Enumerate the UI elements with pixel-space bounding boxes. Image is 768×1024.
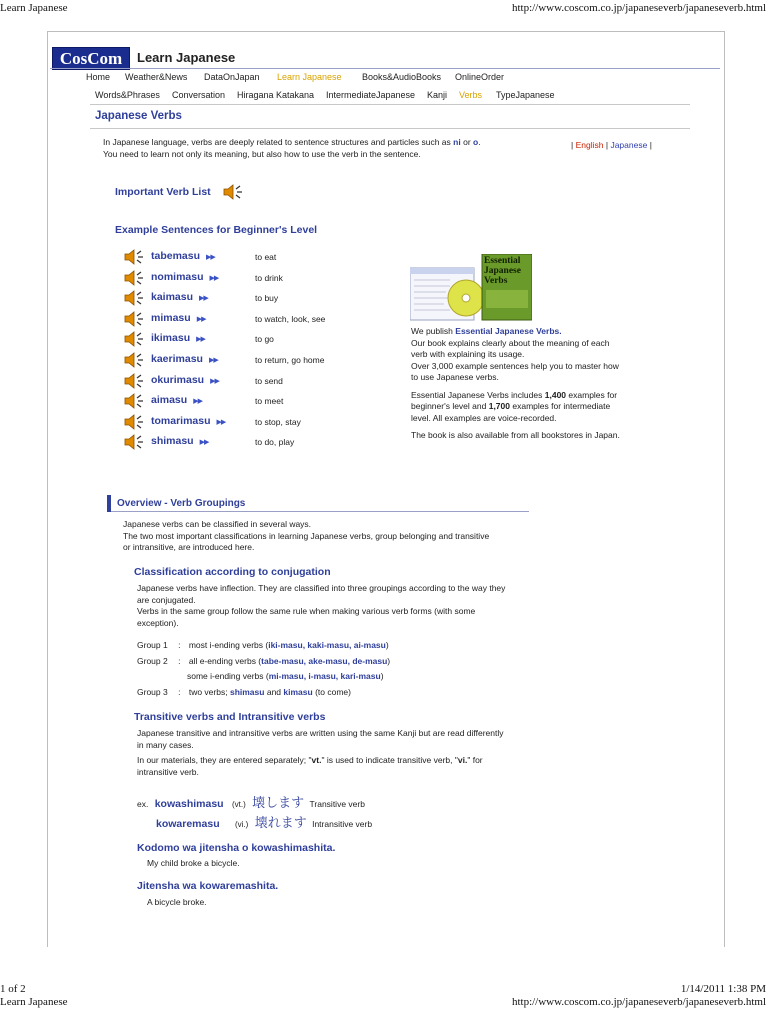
nav-online-order[interactable]: OnlineOrder <box>455 72 505 82</box>
book-p1-b: Our book explains clearly about the meaning of each verb with explaining its usage. <box>411 337 610 359</box>
intro-line2: You need to learn not only its meaning, but also how to use the verb in the sentence. <box>103 149 421 159</box>
book-paragraph-1 <box>411 326 621 384</box>
verb-link[interactable] <box>151 415 225 427</box>
play-arrow-icon[interactable]: ▶▶ <box>206 254 215 261</box>
heading-divider <box>90 128 690 129</box>
print-footer-title: Learn Japanese <box>0 996 68 1008</box>
group-2b-text: some i-ending verbs ( <box>187 671 269 681</box>
group-1-examples: iki-masu, kaki-masu, ai-masu <box>268 640 386 650</box>
intro-or: or <box>463 137 471 147</box>
print-header-title: Learn Japanese <box>0 2 68 14</box>
play-arrow-icon[interactable]: ▶▶ <box>199 439 209 447</box>
section-marker <box>107 495 111 512</box>
book-count-intermediate: 1,700 <box>488 401 510 411</box>
lang-sep: | <box>605 140 609 150</box>
verb-link[interactable] <box>151 353 218 365</box>
book-link[interactable]: Essential Japanese Verbs. <box>455 326 562 336</box>
book-p2-a: Essential Japanese Verbs includes <box>411 389 543 400</box>
verb-name: tomarimasu <box>151 414 211 427</box>
speaker-icon[interactable] <box>223 184 245 200</box>
verb-name: ikimasu <box>151 332 191 345</box>
sentence-1-jp: Kodomo wa jitensha o kowashimashita. <box>137 842 336 854</box>
classification-p2: Verbs in the same group follow the same rule when making various verb forms (with some exception). <box>137 606 476 628</box>
vi-marker: vi. <box>457 755 468 765</box>
nav-home[interactable]: Home <box>86 72 111 82</box>
classification-p1: Japanese verbs have inflection. They are classified into three groupings according to the way they are conjugated. <box>137 583 506 605</box>
play-arrow-icon[interactable]: ▶▶ <box>210 377 219 385</box>
colon: : <box>178 687 181 697</box>
lang-english[interactable]: English <box>575 140 604 150</box>
example-1-romaji: kowashimasu <box>154 798 224 810</box>
colon: : <box>178 640 181 650</box>
particle-ni: ni <box>453 137 461 147</box>
verb-link[interactable] <box>151 374 219 386</box>
speaker-icon[interactable] <box>124 331 146 347</box>
example-1-tag: (vt.) <box>231 800 246 809</box>
group-2-text: all e-ending verbs ( <box>188 656 262 666</box>
paren-close: ) <box>385 640 389 650</box>
speaker-icon[interactable] <box>124 434 146 450</box>
group-3-label: Group 3 <box>137 687 168 697</box>
verb-meaning: to return, go home <box>255 355 325 365</box>
lang-sep: | <box>649 140 652 150</box>
verb-link[interactable] <box>151 435 208 447</box>
transitive-p2-b: " is used to indicate transitive verb, " <box>321 755 458 765</box>
important-verb-list-link[interactable]: Important Verb List <box>115 186 211 198</box>
speaker-icon[interactable] <box>124 249 146 265</box>
transitive-text <box>137 728 512 778</box>
book-p1-a: We publish <box>411 326 453 336</box>
group-3-shimasu: shimasu <box>229 687 265 697</box>
group-2-row <box>137 656 390 668</box>
nav-intermediate-japanese[interactable]: IntermediateJapanese <box>326 90 416 100</box>
transitive-p2 <box>137 755 512 778</box>
overview-title: Overview - Verb Groupings <box>117 498 246 509</box>
intro-line1: In Japanese language, verbs are deeply related to sentence structures and particles such as <box>103 137 451 147</box>
nav-verbs[interactable]: Verbs <box>459 90 483 100</box>
example-2-tag: (vi.) <box>235 820 249 829</box>
nav-data-on-japan[interactable]: DataOnJapan <box>204 72 260 82</box>
verb-name: tabemasu <box>151 250 201 262</box>
verb-link[interactable] <box>151 332 205 344</box>
paren-close: ) <box>387 656 391 666</box>
verb-name: aimasu <box>151 394 188 407</box>
group-3-text: two verbs; <box>188 687 228 697</box>
print-footer-url: http://www.coscom.co.jp/japaneseverb/japaneseverb.html <box>511 996 766 1008</box>
play-arrow-icon[interactable]: ▶▶ <box>196 315 206 323</box>
print-header-url: http://www.coscom.co.jp/japaneseverb/japaneseverb.html <box>511 2 766 14</box>
verb-meaning: to send <box>255 375 283 386</box>
nav-hiragana-katakana[interactable]: Hiragana Katakana <box>237 90 315 100</box>
group-2b-examples: mi-masu, i-masu, kari-masu <box>268 671 381 681</box>
paren-close: ) <box>380 671 384 681</box>
speaker-icon[interactable] <box>124 352 146 368</box>
verb-name: nomimasu <box>151 270 204 283</box>
page-heading: Japanese Verbs <box>95 110 182 122</box>
verb-link[interactable] <box>151 271 218 283</box>
speaker-icon[interactable] <box>124 290 146 306</box>
group-1-row <box>137 640 389 652</box>
verb-meaning: to eat <box>255 252 277 262</box>
lang-japanese[interactable]: Japanese <box>610 140 648 150</box>
language-switcher <box>571 139 652 151</box>
verb-link[interactable] <box>151 312 205 324</box>
nav-kanji[interactable]: Kanji <box>427 90 448 100</box>
intro-text: In Japanese language, verbs are deeply related to sentence structures and particles such as ni or o. You need to learn not only its meaning, but also how to use the verb in the sentence. <box>103 137 481 159</box>
nav-words-phrases[interactable]: Words&Phrases <box>95 90 160 100</box>
verb-link[interactable] <box>151 394 202 406</box>
verb-meaning: to buy <box>255 293 279 304</box>
lang-sep: | <box>571 140 574 150</box>
example-1-type: Transitive verb <box>309 799 365 809</box>
example-2-kanji: 壊れます <box>254 816 307 831</box>
sentence-2-jp: Jitensha wa kowaremashita. <box>137 880 279 892</box>
play-arrow-icon[interactable]: ▶▶ <box>209 274 219 282</box>
speaker-icon[interactable] <box>124 270 146 286</box>
transitive-p2-c: " for intransitive verb. <box>137 755 483 777</box>
book-count-beginner: 1,400 <box>544 389 567 400</box>
play-arrow-icon[interactable]: ▶▶ <box>199 295 208 303</box>
speaker-icon[interactable] <box>124 414 146 430</box>
particle-o: o <box>473 137 479 147</box>
verb-meaning: to watch, look, see <box>255 313 326 324</box>
example-1-kanji: 壊します <box>252 796 305 811</box>
book-cover-title: Essential Japanese Verbs <box>484 256 521 286</box>
nav-divider <box>90 104 690 105</box>
group-3-row <box>137 687 351 699</box>
book-p1-c: Over 3,000 example sentences help you to master how to use Japanese verbs. <box>411 360 619 382</box>
sentence-2-en: A bicycle broke. <box>147 897 207 907</box>
example-2-romaji: kowaremasu <box>156 818 220 830</box>
transitive-p1: Japanese transitive and intransitive verbs are written using the same Kanji but are read differently in many cases. <box>137 728 504 750</box>
verb-meaning: to go <box>255 334 274 345</box>
speaker-icon[interactable] <box>124 311 146 327</box>
verb-meaning: to do, play <box>255 437 295 448</box>
verb-meaning: to meet <box>255 396 284 407</box>
group-2-label: Group 2 <box>137 656 168 666</box>
print-footer-pages: 1 of 2 <box>0 983 26 995</box>
overview-divider <box>111 511 529 512</box>
nav-books-audiobooks[interactable]: Books&AudioBooks <box>362 72 442 82</box>
overview-p1: Japanese verbs can be classified in several ways. <box>123 519 312 529</box>
group-1-label: Group 1 <box>137 640 168 650</box>
book-p2-c: examples for intermediate level. All examples are voice-recorded. <box>411 401 611 423</box>
site-title: Learn Japanese <box>137 50 236 65</box>
example-label: ex. <box>137 799 149 809</box>
book-paragraph-3: The book is also available from all bookstores in Japan. <box>411 430 620 440</box>
verb-name: okurimasu <box>151 373 205 386</box>
group-3-kimasu: kimasu <box>283 687 313 697</box>
transitive-title: Transitive verbs and Intransitive verbs <box>134 711 326 723</box>
verb-name: shimasu <box>151 435 194 448</box>
verb-meaning: to stop, stay <box>255 416 301 427</box>
nav-learn-japanese[interactable]: Learn Japanese <box>277 72 342 82</box>
play-arrow-icon[interactable]: ▶▶ <box>196 336 205 344</box>
group-1-text: most i-ending verbs ( <box>188 640 269 650</box>
transitive-p2-a: In our materials, they are entered separately; " <box>137 755 312 765</box>
group-3-and: and <box>266 687 282 697</box>
nav-conversation[interactable]: Conversation <box>172 90 226 100</box>
colon: : <box>178 656 181 666</box>
example-row-1 <box>137 792 365 811</box>
speaker-icon[interactable] <box>124 373 146 389</box>
print-footer-datetime: 1/14/2011 1:38 PM <box>680 983 766 995</box>
classification-title: Classification according to conjugation <box>134 566 331 578</box>
book-description <box>411 326 621 442</box>
overview-p2: The two most important classifications in learning Japanese verbs, group belonging and transitive or intransitive, are introduced here. <box>123 530 490 552</box>
coscom-logo[interactable]: CosCom <box>52 47 130 70</box>
example-row-2 <box>156 812 372 831</box>
verb-name: mimasu <box>151 311 191 324</box>
classification-text <box>137 583 507 629</box>
play-arrow-icon[interactable]: ▶▶ <box>208 357 218 364</box>
verb-name: kaerimasu <box>151 353 203 365</box>
nav-type-japanese[interactable]: TypeJapanese <box>496 90 555 100</box>
play-arrow-icon[interactable]: ▶▶ <box>193 398 202 406</box>
header-divider <box>50 68 720 69</box>
speaker-icon[interactable] <box>124 393 146 409</box>
book-paragraph-2 <box>411 390 621 425</box>
group-2b-row <box>187 671 384 683</box>
overview-text <box>123 519 493 554</box>
example-2-type: Intransitive verb <box>312 819 373 829</box>
book-p2-b: examples for beginner's level and <box>411 389 618 411</box>
verb-meaning: to drink <box>255 272 283 283</box>
examples-heading: Example Sentences for Beginner's Level <box>115 224 318 236</box>
vt-marker: vt. <box>311 755 322 765</box>
verb-link[interactable] <box>151 291 208 303</box>
verb-name: kaimasu <box>151 291 194 304</box>
play-arrow-icon[interactable]: ▶▶ <box>216 418 226 426</box>
group-2-examples: tabe-masu, ake-masu, de-masu <box>261 656 388 666</box>
sentence-1-en: My child broke a bicycle. <box>147 858 240 868</box>
nav-weather-news[interactable]: Weather&News <box>125 72 188 82</box>
group-3-tail: (to come) <box>315 687 351 697</box>
verb-link[interactable] <box>151 250 215 262</box>
